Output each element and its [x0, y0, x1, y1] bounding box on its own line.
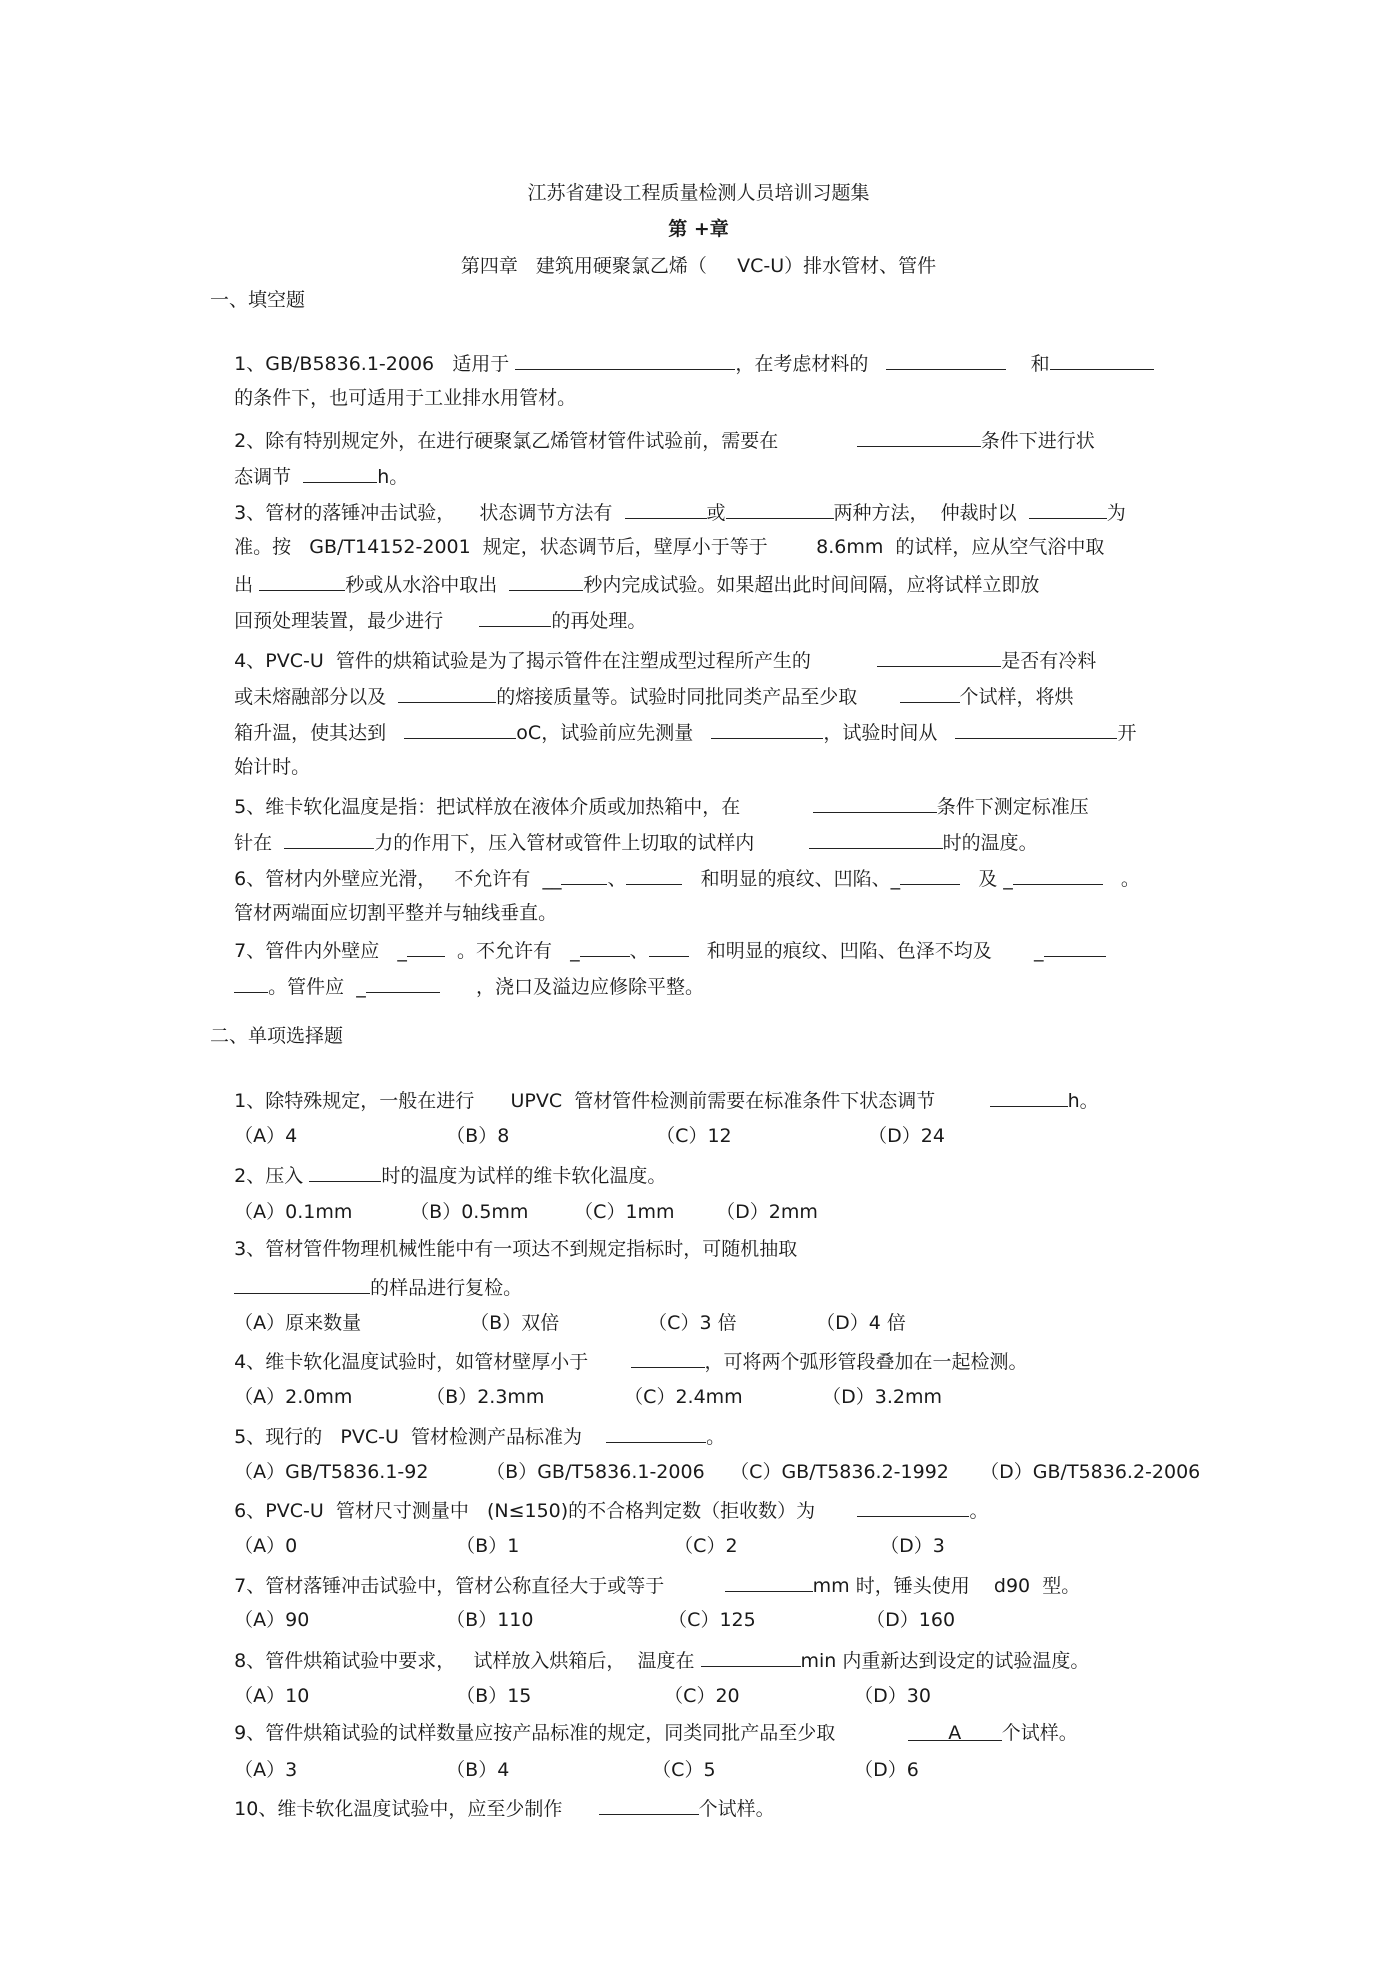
question-stem: 1、除特殊规定，一般在进行 UPVC 管材管件检测前需要在标准条件下状态调节 h。 — [210, 1060, 1099, 1140]
fill-in-line: 针在 力的作用下，压入管材或管件上切取的试样内 时的温度。 — [210, 802, 1038, 882]
fill-in-line: 出 秒或从水浴中取出 秒内完成试验。如果超出此时间间隔，应将试样立即放 — [210, 544, 1039, 624]
fill-in-line: 箱升温，使其达到 oC，试验前应先测量 ，试验时间从 开 — [210, 692, 1136, 772]
option-a[interactable]: （A）10 — [234, 1685, 310, 1707]
option-b[interactable]: （B）2.3mm — [426, 1386, 545, 1408]
single-choice-section-title: 二、单项选择题 — [210, 1025, 344, 1047]
option-b[interactable]: （B）4 — [446, 1759, 510, 1781]
fill-in-line: 5、维卡软化温度是指：把试样放在液体介质或加热箱中，在 条件下测定标准压 — [210, 766, 1089, 846]
fill-in-line: 6、管材内外壁应光滑， 不允许有 __ 、 和明显的痕纹、凹陷、_ 及 _ 。 — [210, 838, 1140, 918]
fill-in-line: 始计时。 — [234, 756, 311, 778]
answer-blank[interactable] — [626, 864, 682, 885]
collection-title: 江苏省建设工程质量检测人员培训习题集 — [527, 182, 870, 204]
fill-in-line: 1、GB/B5836.1-2006 适用于 ，在考虑材料的 和 — [210, 323, 1154, 403]
question-stem: 7、管材落锤冲击试验中，管材公称直径大于或等于 mm 时，锤头使用 d90 型。 — [210, 1545, 1080, 1625]
question-stem: 2、压入 时的温度为试样的维卡软化温度。 — [210, 1135, 666, 1215]
option-b[interactable]: （B）1 — [456, 1535, 520, 1557]
fill-in-line: 态调节 h。 — [210, 436, 408, 516]
option-d[interactable]: （D）30 — [854, 1685, 931, 1707]
fill-in-section-title: 一、填空题 — [210, 289, 306, 311]
option-d[interactable]: （D）24 — [868, 1125, 945, 1147]
option-d[interactable]: （D）3.2mm — [822, 1386, 943, 1408]
option-c[interactable]: （C）5 — [652, 1759, 716, 1781]
question-stem: 9、管件烘箱试验的试样数量应按产品标准的规定，同类同批产品至少取 A 个试样。 — [234, 1722, 1078, 1744]
chapter-marker: 第 +章 — [668, 218, 729, 240]
option-c[interactable]: （C）2 — [674, 1535, 738, 1557]
option-c[interactable]: （C）2.4mm — [624, 1386, 743, 1408]
answer-blank[interactable] — [900, 864, 960, 885]
option-d[interactable]: （D）GB/T5836.2-2006 — [980, 1461, 1201, 1483]
option-c[interactable]: （C）GB/T5836.2-1992 — [730, 1461, 949, 1483]
option-d[interactable]: （D）4 倍 — [816, 1312, 906, 1334]
question-stem: 3、管材管件物理机械性能中有一项达不到规定指标时，可随机抽取 — [234, 1238, 798, 1260]
option-a[interactable]: （A）GB/T5836.1-92 — [234, 1461, 429, 1483]
option-a[interactable]: （A）0.1mm — [234, 1201, 353, 1223]
answer-blank[interactable] — [1050, 349, 1154, 370]
fill-in-line: 3、管材的落锤冲击试验， 状态调节方法有 或 两种方法， 仲裁时以 为 — [210, 472, 1126, 552]
option-b[interactable]: （B）8 — [446, 1125, 510, 1147]
option-d[interactable]: （D）3 — [880, 1535, 945, 1557]
option-c[interactable]: （C）1mm — [574, 1201, 675, 1223]
answer-blank[interactable] — [857, 426, 981, 447]
option-c[interactable]: （C）20 — [664, 1685, 740, 1707]
option-c[interactable]: （C）3 倍 — [648, 1312, 737, 1334]
answer-blank[interactable] — [561, 864, 607, 885]
question-stem-continuation: 的样品进行复检。 — [210, 1247, 522, 1327]
option-a[interactable]: （A）原来数量 — [234, 1312, 362, 1334]
answer-blank[interactable] — [990, 1086, 1068, 1107]
option-b[interactable]: （B）15 — [456, 1685, 532, 1707]
answer-blank[interactable]: A — [908, 1720, 1002, 1741]
fill-in-line: 准。按 GB/T14152-2001 规定，状态调节后，壁厚小于等于 8.6mm 的试样，应从空气浴中取 — [234, 536, 1105, 558]
fill-in-line: 或未熔融部分以及 的熔接质量等。试验时同批同类产品至少取 个试样，将烘 — [210, 656, 1074, 736]
option-d[interactable]: （D）6 — [854, 1759, 919, 1781]
option-a[interactable]: （A）3 — [234, 1759, 298, 1781]
fill-in-line: 回预处理装置，最少进行 的再处理。 — [210, 580, 646, 660]
option-b[interactable]: （B）GB/T5836.1-2006 — [486, 1461, 705, 1483]
question-stem: 5、现行的 PVC-U 管材检测产品标准为 。 — [210, 1396, 725, 1476]
answer-blank[interactable] — [234, 972, 268, 993]
answer-blank[interactable] — [886, 349, 1006, 370]
answer-blank[interactable] — [599, 1794, 699, 1815]
option-a[interactable]: （A）90 — [234, 1609, 310, 1631]
fill-in-line: 管材两端面应切割平整并与轴线垂直。 — [234, 902, 558, 924]
answer-blank[interactable] — [1013, 864, 1103, 885]
option-b[interactable]: （B）双倍 — [470, 1312, 560, 1334]
chapter-title: 第四章 建筑用硬聚氯乙烯（ VC-U）排水管材、管件 — [460, 255, 937, 277]
answer-blank[interactable] — [711, 718, 823, 739]
question-stem: 10、维卡软化温度试验中，应至少制作 个试样。 — [210, 1768, 775, 1848]
option-c[interactable]: （C）12 — [656, 1125, 732, 1147]
question-stem: 6、PVC-U 管材尺寸测量中 (N≤150)的不合格判定数（拒收数）为 。 — [210, 1470, 988, 1550]
question-stem: 4、维卡软化温度试验时，如管材壁厚小于 ，可将两个弧形管段叠加在一起检测。 — [210, 1321, 1028, 1401]
answer-blank[interactable] — [366, 972, 440, 993]
option-a[interactable]: （A）4 — [234, 1125, 298, 1147]
option-a[interactable]: （A）0 — [234, 1535, 298, 1557]
fill-in-line: 的条件下，也可适用于工业排水用管材。 — [234, 387, 577, 409]
option-c[interactable]: （C）125 — [668, 1609, 756, 1631]
fill-in-line: 7、管件内外壁应 _ 。不允许有 _ 、 和明显的痕纹、凹陷、色泽不均及 _ — [210, 910, 1106, 990]
answer-blank[interactable] — [1044, 936, 1106, 957]
answer-blank[interactable] — [955, 718, 1117, 739]
option-a[interactable]: （A）2.0mm — [234, 1386, 353, 1408]
option-b[interactable]: （B）0.5mm — [410, 1201, 529, 1223]
question-stem: 8、管件烘箱试验中要求， 试样放入烘箱后， 温度在 min 内重新达到设定的试验温度。 — [210, 1620, 1089, 1700]
option-b[interactable]: （B）110 — [446, 1609, 534, 1631]
option-d[interactable]: （D）2mm — [716, 1201, 818, 1223]
answer-blank[interactable] — [404, 718, 516, 739]
option-d[interactable]: （D）160 — [866, 1609, 956, 1631]
fill-in-line: 4、PVC-U 管件的烘箱试验是为了揭示管件在注塑成型过程所产生的 是否有冷料 — [210, 620, 1096, 700]
fill-in-line: 。管件应 _ ，浇口及溢边应修除平整。 — [210, 946, 704, 1026]
fill-in-line: 2、除有特别规定外，在进行硬聚氯乙烯管材管件试验前，需要在 条件下进行状 — [210, 400, 1095, 480]
